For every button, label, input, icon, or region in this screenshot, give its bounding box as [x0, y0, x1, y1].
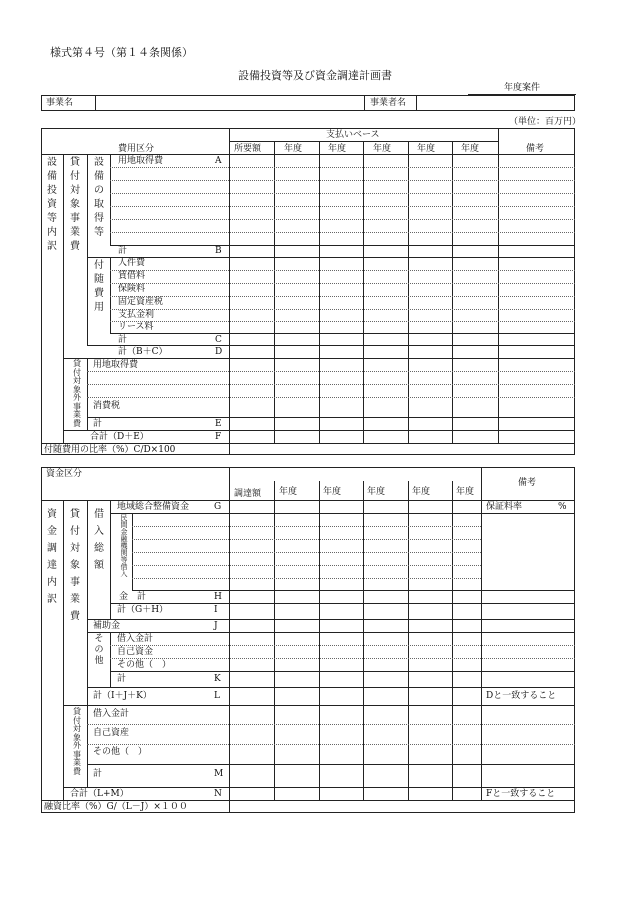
t2-match-f: Fと一致すること — [486, 789, 556, 799]
t1-consumption-tax: 消費税 — [93, 401, 121, 411]
t2-code-n: N — [214, 789, 222, 799]
t1-insurance: 保険料 — [118, 284, 146, 294]
t1-group-equipment: 設備の取得等 — [94, 157, 104, 238]
t1-code-c: C — [215, 335, 222, 345]
t2-code-g: G — [214, 502, 222, 512]
t1-code-e: E — [215, 419, 222, 429]
t2-code-m: M — [214, 769, 224, 779]
t2-own-funds: 自己資金 — [117, 647, 154, 657]
t2-total-lm: 合計（L+M） — [70, 789, 129, 799]
t1-lease: リース料 — [118, 322, 154, 332]
operator-name-label: 事業者名 — [370, 98, 407, 108]
t2-financing-ratio: 融資比率（%）G/（L－J）×１００ — [44, 802, 188, 812]
t1-year-3: 年度 — [373, 144, 392, 154]
t2-code-h: H — [214, 592, 222, 602]
t2-subtotal-m-label: 計 — [93, 769, 103, 779]
t1-remarks: 備考 — [526, 144, 545, 154]
t2-code-j: J — [214, 621, 218, 631]
t2-group-other: その他 — [94, 634, 104, 666]
t1-group-capex-breakdown: 設備投資等内訳 — [47, 157, 57, 252]
t1-land-cost-2: 用地取得費 — [93, 360, 139, 370]
t1-subtotal-c-label: 計 — [118, 335, 128, 345]
page-title: 設備投資等及び資金調達計画書 — [238, 69, 392, 82]
t2-year-4: 年度 — [412, 487, 431, 497]
t1-personnel: 人件費 — [118, 258, 146, 268]
case-year-label: 年度案件 — [504, 83, 541, 93]
t1-group-non-target: 貸付対象外事業費 — [73, 359, 81, 428]
t2-loan-total: 借入金計 — [117, 634, 154, 644]
t1-subtotal-b-label: 計 — [118, 246, 128, 256]
t2-year-1: 年度 — [279, 487, 298, 497]
t1-subtotal-e-label: 計 — [93, 419, 103, 429]
t2-other: その他（ ） — [117, 660, 172, 670]
t1-required-amount: 所要額 — [234, 144, 262, 154]
t2-year-5: 年度 — [456, 487, 475, 497]
t1-code-b: B — [215, 246, 222, 256]
t2-remarks: 備考 — [518, 478, 537, 488]
t2-subtotal-k-label: 計 — [117, 674, 127, 684]
t1-category-header: 費用区分 — [118, 144, 155, 154]
t1-payment-base: 支払いベース — [326, 130, 380, 140]
t2-regional-fund: 地域総合整備資金 — [117, 502, 190, 512]
t2-category-header: 資金区分 — [46, 469, 83, 479]
t1-incidental-ratio: 付随費用の比率（%）C/D×100 — [44, 445, 176, 455]
t1-year-1: 年度 — [284, 144, 303, 154]
t2-code-l: L — [214, 691, 220, 701]
t2-sum-gh: 計（G＋H） — [117, 605, 169, 615]
t1-group-loan-target: 貸付対象事業費 — [70, 157, 80, 252]
t2-code-k: K — [214, 674, 221, 684]
t2-group-private-lenders: 民間金融機関等借入 — [120, 514, 128, 578]
t2-guarantee-rate: 保証料率 — [486, 502, 523, 512]
t2-code-i: I — [214, 605, 218, 615]
t1-total-de: 合計（D＋E） — [90, 432, 149, 442]
t1-year-2: 年度 — [328, 144, 347, 154]
t2-group-non-target: 貸付対象外事業費 — [73, 707, 81, 776]
t2-group-loan-target: 貸付対象事業費 — [70, 509, 80, 622]
operator-name-field[interactable] — [417, 97, 574, 110]
t2-amount-subtotal: 金 計 — [119, 592, 147, 602]
unit-note: （単位：百万円） — [509, 117, 582, 127]
t2-sum-ijk: 計（I＋J＋K） — [93, 691, 152, 701]
t1-code-d: D — [215, 347, 223, 357]
t2-loan-total-2: 借入金計 — [93, 709, 130, 719]
t1-code-a: A — [215, 156, 222, 166]
t2-group-funding-breakdown: 資金調達内訳 — [47, 509, 57, 605]
form-number: 様式第４号（第１４条関係） — [50, 46, 193, 59]
t1-rent: 賃借料 — [118, 271, 146, 281]
t2-own-assets: 自己資産 — [93, 728, 130, 738]
t2-group-total-borrowing: 借入総額 — [94, 509, 104, 571]
t1-sum-bc: 計（B＋C） — [118, 347, 168, 357]
t2-year-3: 年度 — [367, 487, 386, 497]
t2-procurement: 調達額 — [234, 489, 262, 499]
t1-year-4: 年度 — [417, 144, 436, 154]
t1-year-5: 年度 — [461, 144, 480, 154]
t1-land-cost: 用地取得費 — [118, 156, 164, 166]
t1-code-f: F — [215, 432, 222, 442]
t2-subsidy: 補助金 — [93, 621, 121, 631]
t1-property-tax: 固定資産税 — [118, 297, 164, 307]
t1-interest: 支払金利 — [118, 310, 155, 320]
t2-match-d: Dと一致すること — [486, 691, 557, 701]
t2-percent: % — [558, 502, 567, 512]
t2-other-2: その他（ ） — [93, 747, 148, 757]
t1-group-incidental: 付随費用 — [94, 260, 104, 313]
business-name-field[interactable] — [96, 97, 363, 110]
t2-year-2: 年度 — [323, 487, 342, 497]
business-name-label: 事業名 — [46, 98, 74, 108]
